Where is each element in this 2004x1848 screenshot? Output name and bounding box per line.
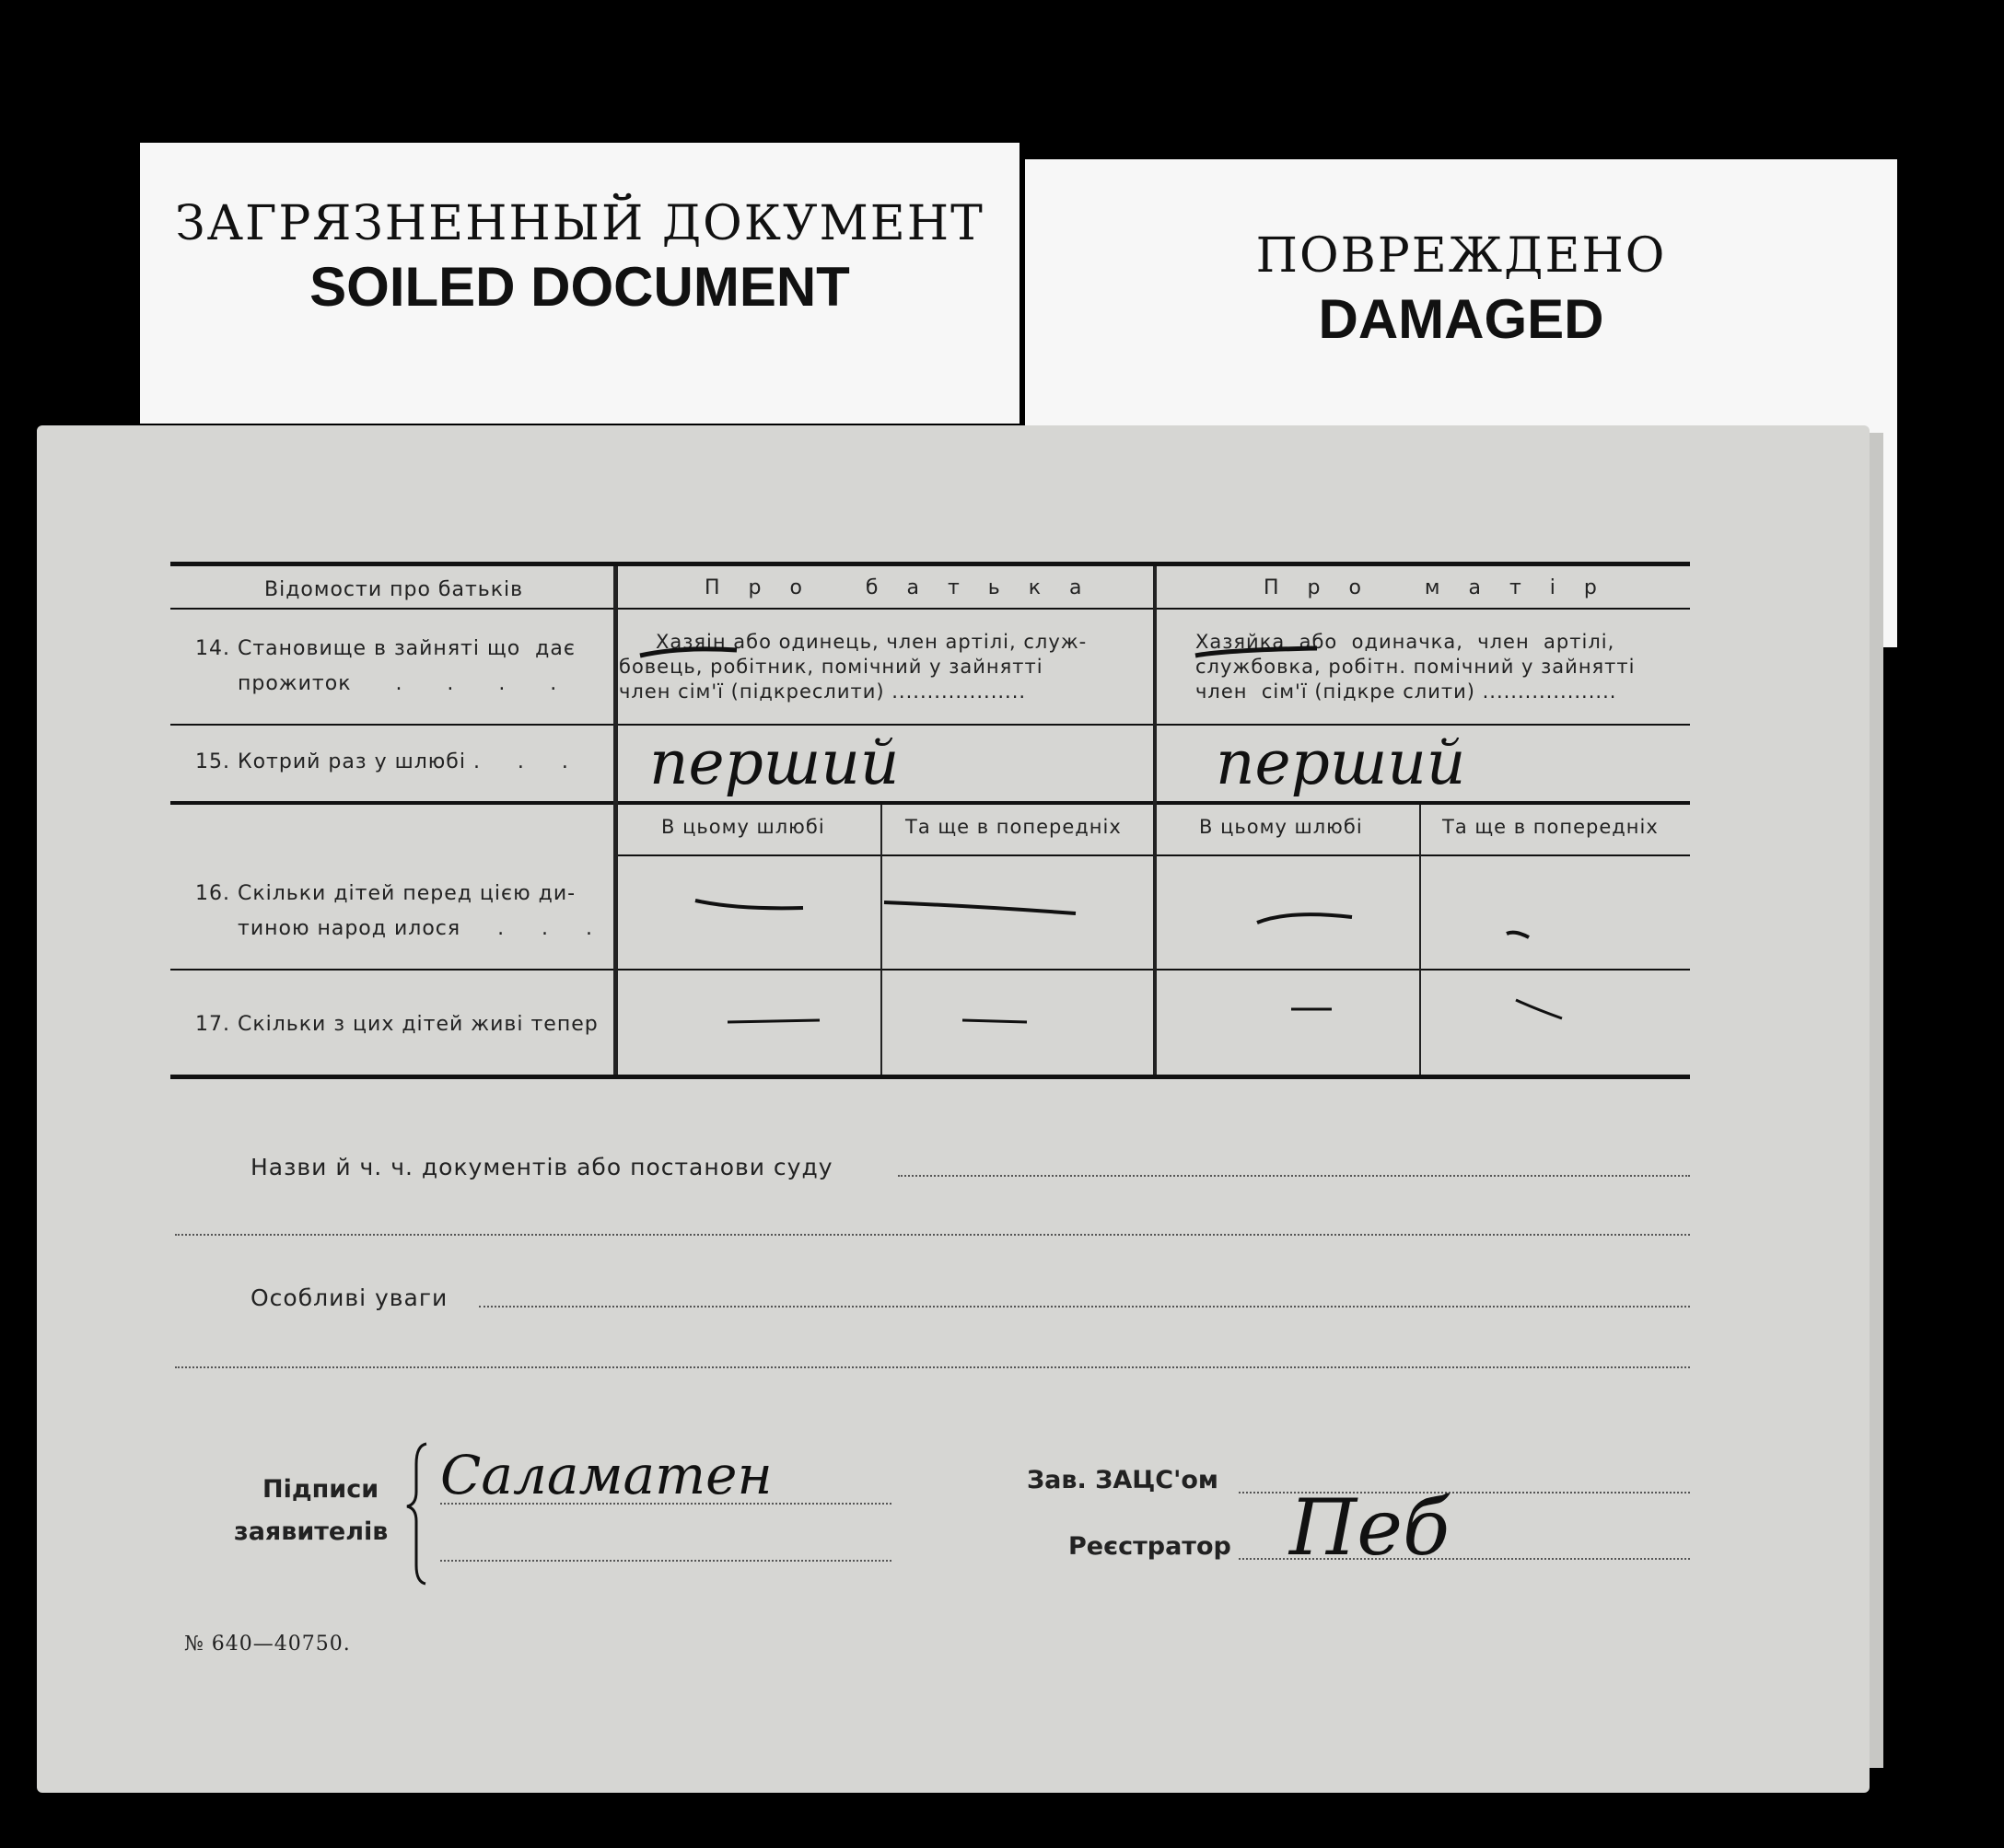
row16-label-line2: тиною народ илося . . . <box>238 917 593 940</box>
applicants-label-line2: заявителів <box>234 1517 389 1546</box>
registrar-signature: Пеб <box>1289 1482 1451 1573</box>
mother-previous: Та ще в попередніх <box>1442 816 1659 838</box>
father-this-marriage: В цьому шлюбі <box>661 816 825 838</box>
documents-label: Назви й ч. ч. документів або постанови суду <box>250 1154 833 1180</box>
row15-mother-handwriting: перший <box>1216 727 1466 798</box>
father-previous: Та ще в попередніх <box>905 816 1122 838</box>
damaged-label-ru: ПОВРЕЖДЕНО <box>1255 228 1667 284</box>
row14-mother-line3: член сім'ї (підкре слити) ................... <box>1195 680 1617 703</box>
soiled-label-ru: ЗАГРЯЗНЕННЫЙ ДОКУМЕНТ <box>175 196 985 251</box>
form-number: № 640—40750. <box>184 1633 351 1656</box>
applicants-label-line1: Підписи <box>262 1475 379 1504</box>
header-father: П р о б а т ь к а <box>705 576 1093 599</box>
row15-label: 15. Котрий раз у шлюбі . . . <box>195 750 569 773</box>
header-mother: П р о м а т і р <box>1264 576 1608 599</box>
row16-label-line1: 16. Скільки дітей перед цією ди- <box>195 882 577 905</box>
damaged-label-en: DAMAGED <box>1318 288 1604 350</box>
registrar-label: Реєстратор <box>1068 1532 1231 1561</box>
applicant-line-1 <box>440 1503 891 1505</box>
row14-label-line2: прожиток . . . . <box>238 672 558 695</box>
row17-label: 17. Скільки з цих дітей живі тепер <box>195 1013 599 1036</box>
row14-father-line1: Хазяін або одинець, член артілі, служ- <box>656 631 1088 653</box>
applicant-signature: Саламатен <box>440 1444 773 1506</box>
row14-father-line2: бовець, робітник, помічний у зайнятті <box>619 656 1043 678</box>
head-label: Зав. ЗАЦС'ом <box>1027 1466 1218 1494</box>
row15-father-handwriting: перший <box>649 727 900 798</box>
mother-this-marriage: В цьому шлюбі <box>1199 816 1363 838</box>
header-parents-info: Відомости про батьків <box>264 578 524 601</box>
remarks-label: Особливі уваги <box>250 1284 449 1311</box>
applicant-line-2 <box>440 1560 891 1562</box>
soiled-label-en: SOILED DOCUMENT <box>309 256 850 318</box>
row14-mother-line2: службовка, робітн. помічний у зайнятті <box>1195 656 1636 678</box>
row14-label-line1: 14. Становище в зайняті що дає <box>195 637 576 660</box>
row14-mother-line1: Хазяйка або одиначка, член артілі, <box>1195 631 1615 653</box>
row14-father-line3: член сім'ї (підкреслити) ................... <box>619 680 1027 703</box>
